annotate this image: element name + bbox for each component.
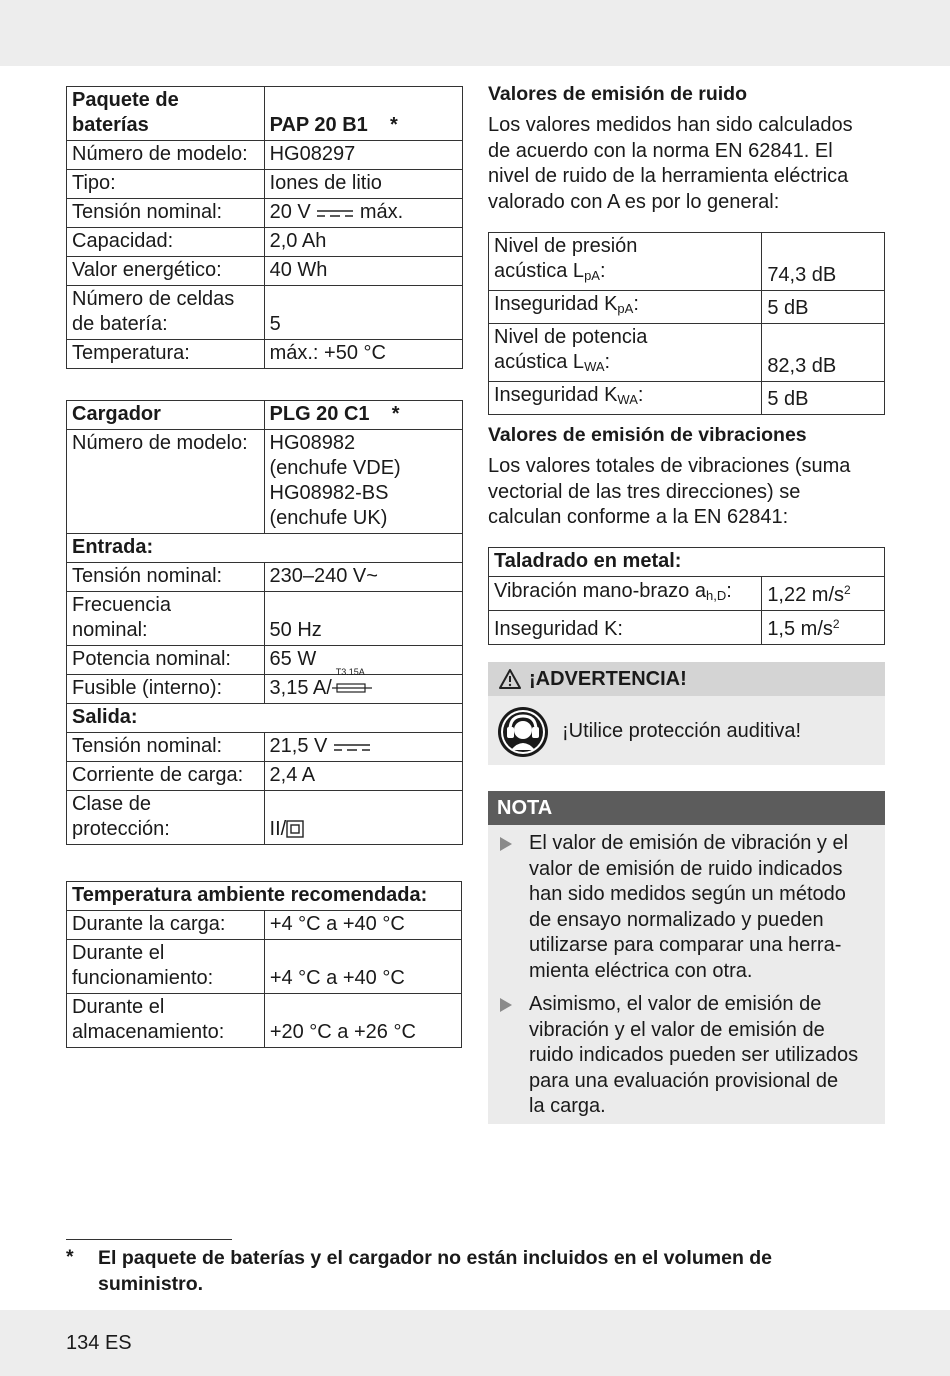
charger-title: Cargador [67, 401, 265, 430]
table-row: Nivel de potencia acústica $L_{WA}$: 82,3 dB [489, 324, 885, 382]
battery-model: PAP 20 B1 * [264, 87, 462, 141]
table-row: Capacidad: 2,0 Ah [67, 228, 463, 257]
table-row: Tipo: Iones de litio [67, 170, 463, 199]
dc-symbol-icon [316, 208, 354, 218]
warning-triangle-icon [498, 668, 522, 690]
table-row: Tensión nominal: 20 V máx. [67, 199, 463, 228]
noise-text: Los valores medidos han sido calculados de acuerdo con la norma EN 62841. El nivel de ruido de la herramienta eléctrica valorado con A es por lo general: [488, 114, 853, 213]
warning-title: ¡ADVERTENCIA! [529, 668, 687, 690]
table-row: Valor energético: 40 Wh [67, 257, 463, 286]
noise-heading: Valores de emisión de ruido [488, 83, 747, 105]
table-row: Durante el almacenamiento: +20 °C a +26 °C [67, 994, 462, 1048]
vibration-text: Los valores totales de vibraciones (suma vectorial de las tres direcciones) se calculan conforme a la EN 62841: [488, 455, 851, 528]
table-row: Tensión nominal: 230–240 V~ [67, 563, 463, 592]
table-row: Frecuencia nominal: 50 Hz [67, 592, 463, 646]
table-row [67, 87, 463, 141]
page-number: 134 ES [66, 1332, 132, 1354]
dc-symbol-icon [333, 742, 371, 752]
output-heading: Salida: [67, 704, 463, 733]
input-heading: Entrada: [67, 534, 463, 563]
table-row: Número de modelo: HG08982 (enchufe VDE) HG08982-BS (enchufe UK) [67, 430, 463, 534]
table-row [67, 882, 462, 911]
vibration-heading: Valores de emisión de vibraciones [488, 424, 807, 446]
table-row [67, 401, 463, 430]
footnote-rule [66, 1239, 232, 1240]
table-row: Temperatura: máx.: +50 °C [67, 340, 463, 369]
temperature-heading: Temperatura ambiente recomendada: [67, 882, 462, 911]
vibration-table-heading: Taladrado en metal: [489, 548, 885, 577]
table-row: Inseguridad K: 1,5 $m/s^2$ [489, 611, 885, 645]
fuse-icon: T3.15A [332, 676, 372, 696]
table-row: Número de celdas de batería: 5 [67, 286, 463, 340]
battery-spec-table [66, 86, 463, 369]
charger-spec-table [66, 400, 463, 845]
noise-table [488, 232, 885, 415]
protection-class-icon [286, 820, 304, 838]
table-row: Nivel de presión acústica $L_{pA}$: 74,3 dB [489, 233, 885, 291]
table-row: Durante la carga: +4 °C a +40 °C [67, 911, 462, 940]
note-title: NOTA [497, 797, 553, 819]
footnote-star: * [66, 1246, 74, 1268]
table-row: Durante el funcionamiento: +4 °C a +40 °C [67, 940, 462, 994]
hearing-protection-icon [497, 706, 549, 758]
table-row: Número de modelo: HG08297 [67, 141, 463, 170]
table-row: Tensión nominal: 21,5 V [67, 733, 463, 762]
note-item: Asimismo, el valor de emisión de vibración y el valor de emisión de ruido indicados pueden ser utilizados para una evaluación provisional de la carga. [529, 993, 859, 1117]
charger-model: PLG 20 C1 * [264, 401, 462, 430]
table-row [489, 548, 885, 577]
note-item: El valor de emisión de vibración y el valor de emisión de ruido indicados han sido medidos según un método de ensayo normalizado y pueden utilizarse para comparar una herra- mienta eléctrica con otra. [529, 832, 849, 982]
footnote-text: El paquete de baterías y el cargador no están incluidos en el volumen de suministro. [98, 1247, 773, 1295]
table-row: Inseguridad $K_{WA}$: 5 dB [489, 382, 885, 415]
warning-text: ¡Utilice protección auditiva! [562, 720, 801, 742]
battery-title: Paquete de baterías [67, 87, 265, 141]
table-row [67, 704, 463, 733]
footer-band [0, 1310, 950, 1376]
table-row: Potencia nominal: 65 W [67, 646, 463, 675]
header-band [0, 0, 950, 66]
vibration-table [488, 547, 885, 645]
temperature-table [66, 881, 462, 1048]
table-row: Inseguridad $K_{pA}$: 5 dB [489, 291, 885, 324]
table-row [67, 534, 463, 563]
table-row: Clase de protección: II/ [67, 791, 463, 845]
table-row: Corriente de carga: 2,4 A [67, 762, 463, 791]
table-row: Vibración mano-brazo $a_{h,D}$: 1,22 $m/s^2$ [489, 577, 885, 611]
table-row: Fusible (interno): 3,15 A/ T3.15A [67, 675, 463, 704]
bullet-triangle-icon [499, 997, 513, 1013]
bullet-triangle-icon [499, 836, 513, 852]
